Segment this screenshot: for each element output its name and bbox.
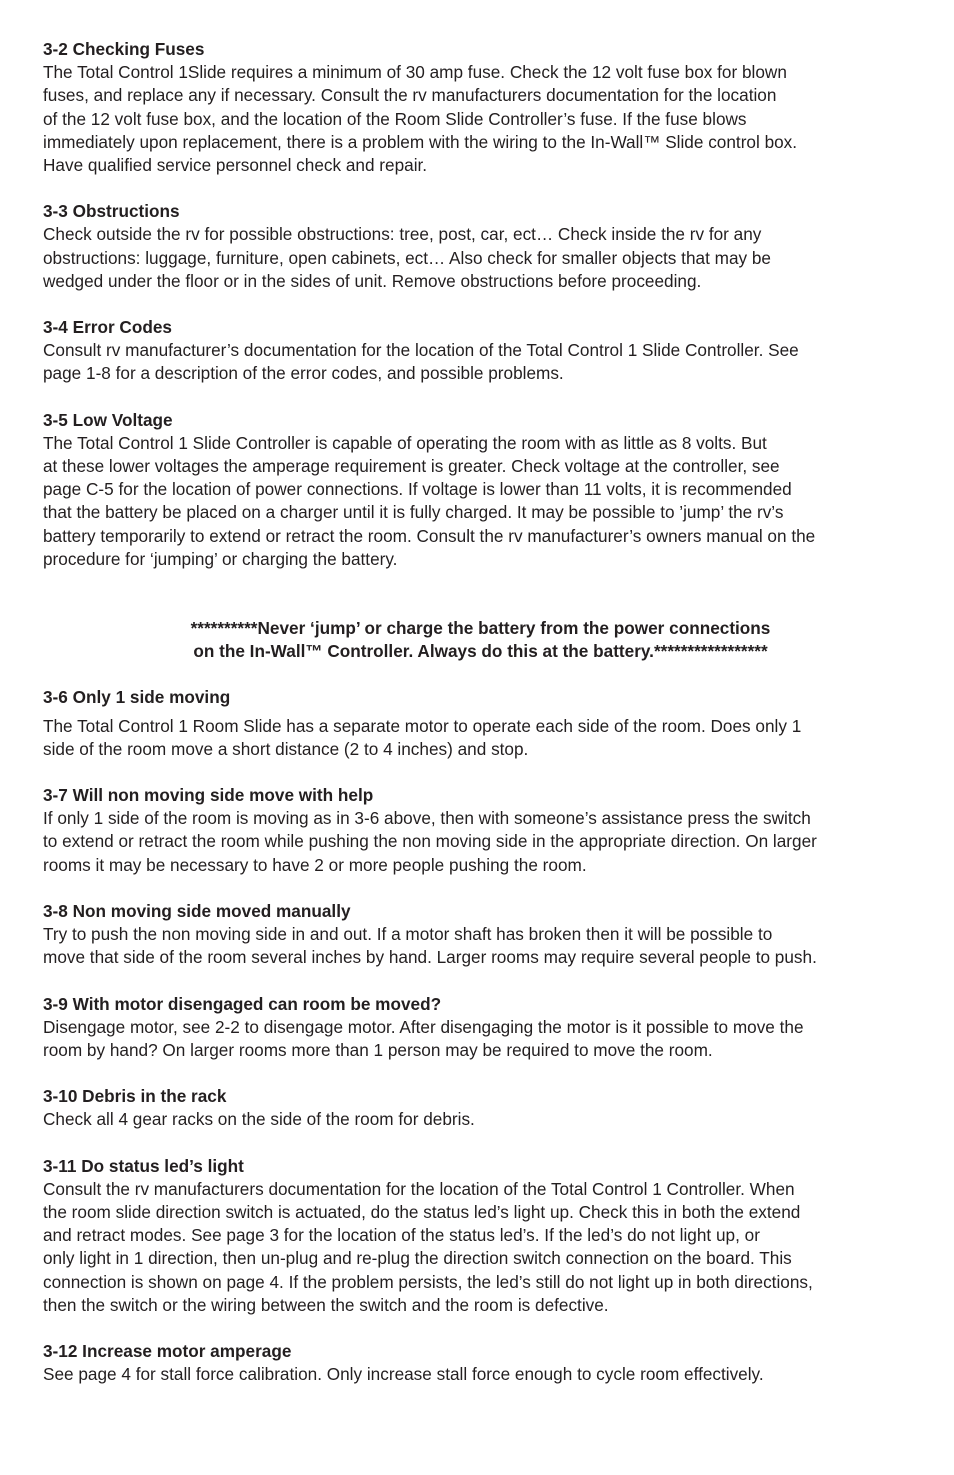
text-line: connection is shown on page 4. If the problem persists, the led’s still do not light up in both directions, (43, 1271, 813, 1292)
section-body (43, 1016, 918, 1062)
text-line: Try to push the non moving side in and out. If a motor shaft has broken then it will be possible to (43, 924, 773, 945)
section-3-4-error-codes (43, 316, 918, 386)
text-line: If only 1 side of the room is moving as in 3-6 above, then with someone’s assistance press the switch (43, 808, 811, 829)
section-body (43, 223, 918, 293)
text-line: Consult the rv manufacturers documentation for the location of the Total Control 1 Controller. When (43, 1178, 795, 1199)
section-3-11-status-leds (43, 1155, 918, 1317)
section-3-7-non-moving-side-help (43, 784, 918, 877)
text-line: fuses, and replace any if necessary. Consult the rv manufacturers documentation for the location (43, 85, 777, 106)
section-body (43, 432, 918, 571)
text-line: of the 12 volt fuse box, and the location of the Room Slide Controller’s fuse. If the fuse blows (43, 108, 747, 129)
section-3-5-low-voltage (43, 409, 918, 571)
section-heading: 3-12 Increase motor amperage (43, 1340, 292, 1361)
section-heading: 3-9 With motor disengaged can room be moved? (43, 993, 442, 1014)
text-line: battery temporarily to extend or retract the room. Consult the rv manufacturer’s owners manual on the (43, 525, 816, 546)
text-line: procedure for ‘jumping’ or charging the battery. (43, 548, 398, 569)
text-line: Check outside the rv for possible obstructions: tree, post, car, ect… Check inside the rv for any (43, 224, 762, 245)
section-heading: 3-8 Non moving side moved manually (43, 900, 351, 921)
text-line: immediately upon replacement, there is a problem with the wiring to the In-Wall™ Slide control box. (43, 131, 798, 152)
troubleshooting-page (43, 38, 918, 1409)
section-3-8-moved-manually (43, 900, 918, 970)
section-body (43, 1108, 918, 1131)
text-line: The Total Control 1 Slide Controller is capable of operating the room with as little as 8 volts. But (43, 432, 767, 453)
section-heading: 3-11 Do status led’s light (43, 1155, 244, 1176)
section-heading: 3-4 Error Codes (43, 317, 172, 338)
text-line: at these lower voltages the amperage requirement is greater. Check voltage at the controller, see (43, 456, 780, 477)
text-line: obstructions: luggage, furniture, open cabinets, ect… Also check for smaller objects that may be (43, 247, 771, 268)
text-line: page C-5 for the location of power connections. If voltage is lower than 11 volts, it is recommended (43, 479, 792, 500)
section-body (43, 923, 918, 969)
text-line: Check all 4 gear racks on the side of the room for debris. (43, 1109, 475, 1130)
text-line: move that side of the room several inches by hand. Larger rooms may require several people to push. (43, 947, 817, 968)
text-line: only light in 1 direction, then un-plug and re-plug the direction switch connection on the board. This (43, 1248, 792, 1269)
text-line: room by hand? On larger rooms more than 1 person may be required to move the room. (43, 1039, 713, 1060)
section-3-6-only-1-side-moving (43, 686, 918, 761)
section-body (43, 807, 918, 877)
notice-line: **********Never ‘jump’ or charge the battery from the power connections (190, 618, 771, 639)
text-line: Have qualified service personnel check and repair. (43, 155, 428, 176)
text-line: Disengage motor, see 2-2 to disengage motor. After disengaging the motor is it possible to move the (43, 1016, 804, 1037)
section-3-2-checking-fuses (43, 38, 918, 177)
section-3-3-obstructions (43, 200, 918, 293)
text-line: page 1-8 for a description of the error codes, and possible problems. (43, 363, 564, 384)
section-body (43, 715, 918, 761)
section-body (43, 61, 918, 177)
text-line: then the switch or the wiring between the switch and the room is defective. (43, 1294, 609, 1315)
text-line: the room slide direction switch is actuated, do the status led’s light up. Check this in both the extend (43, 1201, 801, 1222)
notice-line: on the In-Wall™ Controller. Always do this at the battery.***************** (193, 641, 768, 662)
text-line: The Total Control 1Slide requires a minimum of 30 amp fuse. Check the 12 volt fuse box for blown (43, 62, 787, 83)
text-line: that the battery be placed on a charger until it is fully charged. It may be possible to ’jump’ the rv’s (43, 502, 784, 523)
section-heading: 3-3 Obstructions (43, 201, 180, 222)
text-line: to extend or retract the room while pushing the non moving side in the appropriate direction. On larger (43, 831, 817, 852)
section-body (43, 1363, 918, 1386)
text-line: Consult rv manufacturer’s documentation for the location of the Total Control 1 Slide Controller. See (43, 340, 799, 361)
section-heading: 3-10 Debris in the rack (43, 1086, 227, 1107)
text-line: and retract modes. See page 3 for the location of the status led’s. If the led’s do not light up, or (43, 1225, 760, 1246)
section-body (43, 1178, 918, 1317)
section-3-9-motor-disengaged (43, 993, 918, 1063)
section-body (43, 339, 918, 385)
section-heading: 3-7 Will non moving side move with help (43, 785, 374, 806)
text-line: side of the room move a short distance (2 to 4 inches) and stop. (43, 738, 529, 759)
section-heading: 3-2 Checking Fuses (43, 39, 205, 59)
battery-warning-notice (43, 617, 918, 663)
text-line: The Total Control 1 Room Slide has a separate motor to operate each side of the room. Does only 1 (43, 715, 802, 736)
section-3-10-debris-in-rack (43, 1085, 918, 1131)
section-heading: 3-5 Low Voltage (43, 409, 173, 430)
section-3-12-motor-amperage (43, 1340, 918, 1386)
text-line: wedged under the floor or in the sides of unit. Remove obstructions before proceeding. (43, 270, 702, 291)
text-line: See page 4 for stall force calibration. Only increase stall force enough to cycle room effectively. (43, 1364, 764, 1385)
text-line: rooms it may be necessary to have 2 or more people pushing the room. (43, 854, 587, 875)
section-heading: 3-6 Only 1 side moving (43, 687, 231, 708)
